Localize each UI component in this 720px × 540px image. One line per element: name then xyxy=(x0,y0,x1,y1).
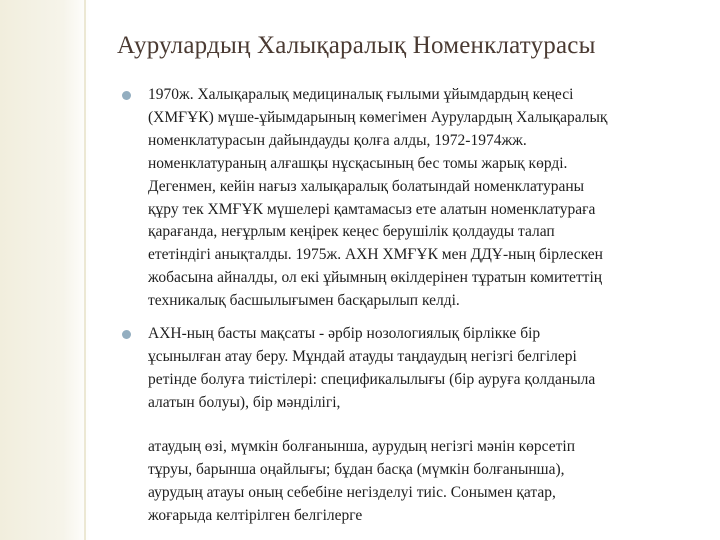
paragraph-line: ұсынылған атау беру. Мұндай атауды таңдаудың негізгі белгілері xyxy=(148,347,577,365)
paragraph-line: Дегенмен, кейін нағыз халықаралық болатындай номенклатураны xyxy=(148,177,585,195)
bullet-paragraph-1 xyxy=(148,84,697,313)
bullet-item-2 xyxy=(122,323,697,415)
paragraph-line: (ХМҒҰК) мүше-ұйымдарының көмегімен Аурулардың Халықаралық xyxy=(148,108,608,126)
bullet-item-1 xyxy=(122,84,697,313)
page-title: Аурулардың Халықаралық Номенклатурасы xyxy=(117,32,596,59)
paragraph-line: техникалық басшылығымен басқарылып келді. xyxy=(148,292,460,310)
paragraph-line: алатын болуы), бір мәнділігі, xyxy=(148,393,341,411)
paragraph-line: аурудың атауы оның себебіне негізделуі тиіс. Сонымен қатар, xyxy=(148,483,556,501)
paragraph-line: тұруы, барынша оңайлығы; бұдан басқа (мүмкін болғанынша), xyxy=(148,460,565,478)
continuation-paragraph xyxy=(148,436,698,528)
paragraph-line: атаудың өзі, мүмкін болғанынша, аурудың негізгі мәнін көрсетіп xyxy=(148,438,575,455)
paragraph-line: қарағанда, неғұрлым кеңірек кеңес берушілік қолдауды талап xyxy=(148,223,555,241)
paragraph-line: АХН-ның басты мақсаты - әрбір нозологиялық бірлікке бір xyxy=(148,325,541,342)
paragraph-line: 1970ж. Халықаралық медициналық ғылыми ұйымдардың кеңесі xyxy=(148,86,574,103)
paragraph-line: ретінде болуға тиістілері: спецификалылығы (бір ауруға қолданыла xyxy=(148,370,596,388)
bullet-dot-icon xyxy=(122,330,131,339)
paragraph-line: номенклатурасын дайындауды қолға алды, 1972-1974жж. xyxy=(148,131,527,149)
decorative-left-band xyxy=(0,0,90,540)
bullet-paragraph-2 xyxy=(148,323,697,415)
paragraph-line: жоғарыда келтірілген белгілерге xyxy=(148,506,363,524)
paragraph-line: номенклатураның алғашқы нұсқасының бес томы жарық көрді. xyxy=(148,154,568,172)
paragraph-line: жобасына айналды, ол екі ұйымның өкілдерінен тұратын комитеттің xyxy=(148,269,603,287)
bullet-dot-icon xyxy=(122,91,131,100)
paragraph-line: ететіндігі анықталды. 1975ж. АХН ХМҒҰК мен ДДҰ-ның бірлескен xyxy=(148,246,603,264)
paragraph-line: құру тек ХМҒҰК мүшелері қамтамасыз ете алатын номенклатураға xyxy=(148,200,596,218)
